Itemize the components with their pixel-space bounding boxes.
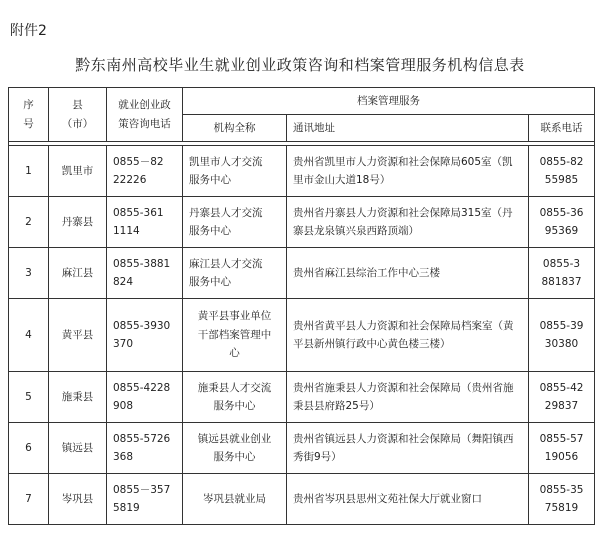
row-address: 贵州省黄平县人力资源和社会保障局档案室（黄 平县新州镇行政中心黄色楼三楼）	[287, 299, 529, 372]
row-index: 2	[9, 197, 49, 248]
row-contact-phone: 0855-3 881837	[529, 248, 595, 299]
row-consult-phone: 0855－82 22226	[107, 146, 183, 197]
table-row	[9, 197, 595, 248]
row-county: 麻江县	[49, 248, 107, 299]
row-index: 1	[9, 146, 49, 197]
table-row	[9, 248, 595, 299]
row-address: 贵州省岑巩县思州文苑社保大厅就业窗口	[287, 474, 529, 525]
row-address: 贵州省麻江县综治工作中心三楼	[287, 248, 529, 299]
row-county: 丹寨县	[49, 197, 107, 248]
row-institution: 丹寨县人才交流 服务中心	[183, 197, 287, 248]
row-address: 贵州省镇远县人力资源和社会保障局（舞阳镇西 秀街9号）	[287, 423, 529, 474]
row-contact-phone: 0855-35 75819	[529, 474, 595, 525]
row-institution: 施秉县人才交流 服务中心	[183, 372, 287, 423]
row-address: 贵州省施秉县人力资源和社会保障局（贵州省施 秉县县府路25号）	[287, 372, 529, 423]
header-index	[9, 88, 49, 142]
row-institution: 凯里市人才交流 服务中心	[183, 146, 287, 197]
header-contact-phone: 联系电话	[529, 115, 595, 142]
table-title: 黔东南州高校毕业生就业创业政策咨询和档案管理服务机构信息表	[75, 56, 525, 74]
table-row	[9, 423, 595, 474]
row-address: 贵州省凯里市人力资源和社会保障局605室（凯 里市金山大道18号）	[287, 146, 529, 197]
table-row	[9, 474, 595, 525]
header-county	[49, 88, 107, 142]
row-address: 贵州省丹寨县人力资源和社会保障局315室（丹 寨县龙泉镇兴泉西路顶端）	[287, 197, 529, 248]
row-index: 4	[9, 299, 49, 372]
row-institution: 镇远县就业创业 服务中心	[183, 423, 287, 474]
row-institution: 黄平县事业单位 干部档案管理中 心	[183, 299, 287, 372]
row-contact-phone: 0855-57 19056	[529, 423, 595, 474]
row-index: 6	[9, 423, 49, 474]
row-contact-phone: 0855-42 29837	[529, 372, 595, 423]
row-consult-phone: 0855-3930 370	[107, 299, 183, 372]
table-row	[9, 146, 595, 197]
header-index-line1: 序	[23, 99, 34, 112]
row-county: 凯里市	[49, 146, 107, 197]
header-consult-phone	[107, 88, 183, 142]
table-row	[9, 372, 595, 423]
row-consult-phone: 0855－357 5819	[107, 474, 183, 525]
row-index: 3	[9, 248, 49, 299]
table-row	[9, 299, 595, 372]
row-index: 5	[9, 372, 49, 423]
header-archive-group: 档案管理服务	[183, 88, 595, 115]
row-institution: 岑巩县就业局	[183, 474, 287, 525]
row-county: 镇远县	[49, 423, 107, 474]
header-index-line2: 号	[23, 117, 34, 130]
attachment-label: 附件2	[10, 23, 47, 39]
row-institution: 麻江县人才交流 服务中心	[183, 248, 287, 299]
header-address: 通讯地址	[287, 115, 529, 142]
row-consult-phone: 0855-361 1114	[107, 197, 183, 248]
row-county: 施秉县	[49, 372, 107, 423]
row-county: 黄平县	[49, 299, 107, 372]
header-county-line1: 县	[72, 99, 83, 112]
row-consult-phone: 0855-3881 824	[107, 248, 183, 299]
row-county: 岑巩县	[49, 474, 107, 525]
row-consult-phone: 0855-5726 368	[107, 423, 183, 474]
row-contact-phone: 0855-82 55985	[529, 146, 595, 197]
header-consult-line2: 策咨询电话	[118, 117, 171, 130]
row-index: 7	[9, 474, 49, 525]
row-contact-phone: 0855-36 95369	[529, 197, 595, 248]
header-county-line2: （市）	[61, 117, 94, 130]
header-consult-line1: 就业创业政	[118, 99, 171, 112]
header-institution: 机构全称	[183, 115, 287, 142]
info-table	[8, 87, 595, 525]
row-contact-phone: 0855-39 30380	[529, 299, 595, 372]
row-consult-phone: 0855-4228 908	[107, 372, 183, 423]
